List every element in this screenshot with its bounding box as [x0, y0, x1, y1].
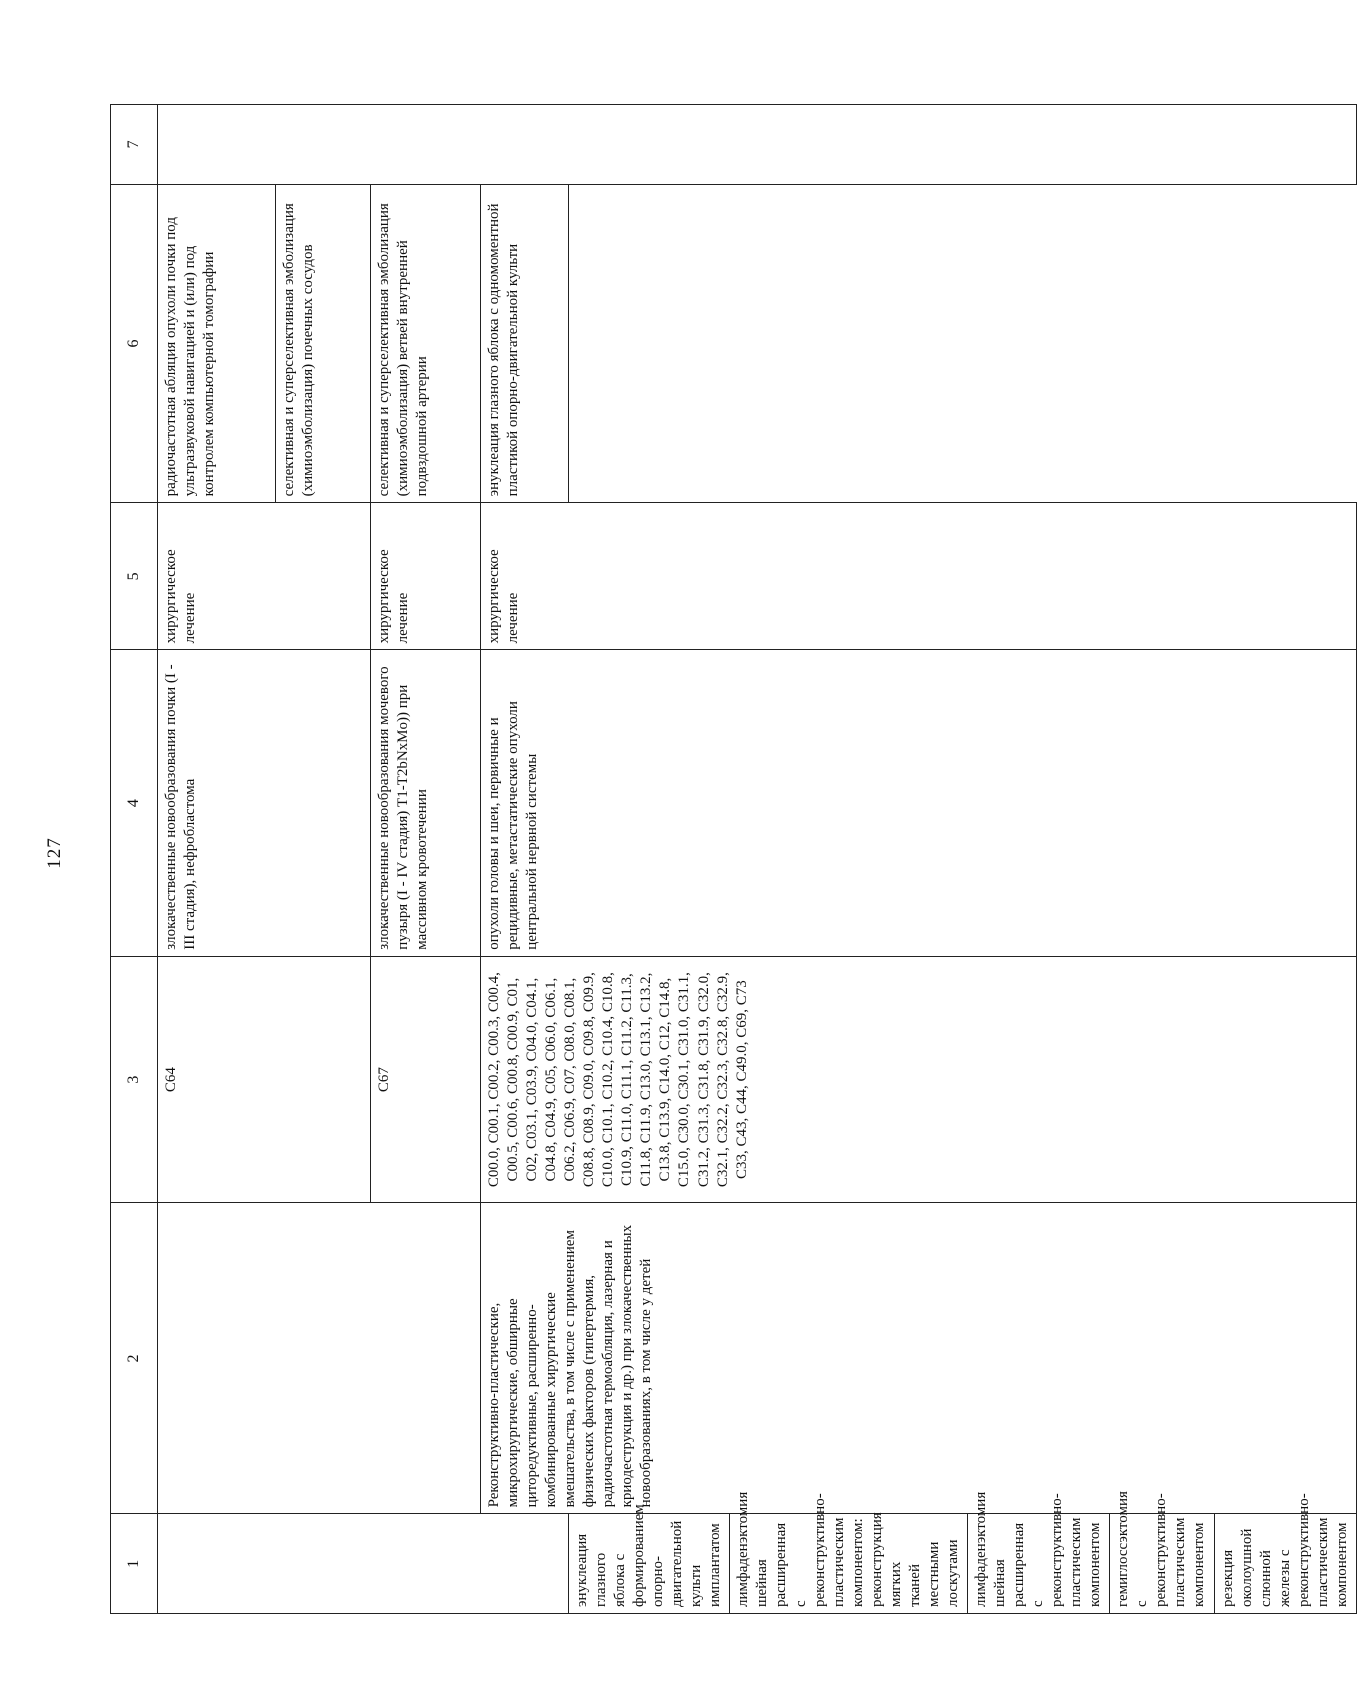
cell-method: радиочастотная абляция опухоли почки под ультразвуковой навигацией и (или) под контролем компьютерной томографии [158, 184, 276, 503]
cell-diagnosis: злокачественные новообразования почки (I - III стадия), нефробластома [158, 650, 371, 956]
table-row [481, 105, 569, 1614]
data-table [110, 104, 1357, 1614]
header-col-5: 5 [111, 503, 158, 650]
cell-method: энуклеация глазного яблока с одномоментной пластикой опорно-двигательной культи [481, 184, 569, 503]
header-col-4: 4 [111, 650, 158, 956]
cell-surgery-type: Реконструктивно-пластические, микрохирургические, обширные циторедуктивные, расширенно-комбинированные хирургические вмешательства, в том числе с применением физических факторов (гипертермия, радиочастотная термоабляция, лазерная и криодеструкция и др.) при злокачественных новообразованиях, в том числе у детей [481, 1203, 1357, 1514]
page-number: 127 [44, 837, 65, 869]
header-col-2: 2 [111, 1203, 158, 1514]
cell-method: лимфаденэктомия шейная расширенная с реконструктивно-пластическим компонентом [967, 1514, 1109, 1614]
header-col-3: 3 [111, 956, 158, 1203]
cell-diagnosis: опухоли головы и шеи, первичные и рецидивные, метастатические опухоли центральной нервной системы [481, 650, 1357, 956]
cell-method: гемиглоссэктомия с реконструктивно-пластическим компонентом [1110, 1514, 1214, 1614]
cell-treatment: хирургическое лечение [158, 503, 371, 650]
cell-icd-code: C64 [158, 956, 371, 1203]
cell-treatment: хирургическое лечение [371, 503, 481, 650]
cell-col-7 [158, 105, 1357, 185]
header-col-1: 1 [111, 1514, 158, 1614]
cell-col-1 [158, 1514, 569, 1614]
table-row [158, 105, 276, 1614]
header-row [111, 105, 158, 1614]
cell-diagnosis: злокачественные новообразования мочевого пузыря (I - IV стадия) T1-T2bNxMo)) при массивном кровотечении [371, 650, 481, 956]
cell-method: селективная и суперселективная эмболизация (химиоэмболизация) ветвей внутренней подвздошной артерии [371, 184, 481, 503]
cell-method: резекция околоушной слюнной железы с реконструктивно-пластическим компонентом [1214, 1514, 1356, 1614]
cell-method: лимфаденэктомия шейная расширенная с реконструктивно-пластическим компонентом: реконструкция мягких тканей местными лоскутами [730, 1514, 968, 1614]
cell-icd-code: C00.0, C00.1, C00.2, C00.3, C00.4, C00.5, C00.6, C00.8, C00.9, C01, C02, C03.1, C03.9, C04.0, C04.1, C04.8, C04.9, C05, C06.0, C06.1, C06.2, C06.9, C07, C08.0, C08.1, C08.8, C08.9, C09.0, C09.8, C09.9, C10.0, C10.1, C10.2, C10.4, C10.8, C10.9, C11.0, C11.1, C11.2, C11.3, C11.8, C11.9, C13.0, C13.1, C13.2, C13.8, C13.9, C14.0, C12, C14.8, C15.0, C30.0, C30.1, C31.0, C31.1, C31.2, C31.3, C31.8, C31.9, C32.0, C32.1, C32.2, C32.3, C32.8, C32.9, C33, C43, C44, C49.0, C69, C73 [481, 956, 1357, 1203]
cell-method: энуклеация глазного яблока с формированием опорно-двигательной культи имплантатом [569, 1514, 730, 1614]
header-col-6: 6 [111, 184, 158, 503]
cell-treatment: хирургическое лечение [481, 503, 1357, 650]
cell-method: селективная и суперселективная эмболизация (химиоэмболизация) почечных сосудов [276, 184, 371, 503]
header-col-7: 7 [111, 105, 158, 185]
cell-icd-code: C67 [371, 956, 481, 1203]
rotated-table-wrapper [110, 104, 1350, 1614]
cell-col-2 [158, 1203, 481, 1514]
